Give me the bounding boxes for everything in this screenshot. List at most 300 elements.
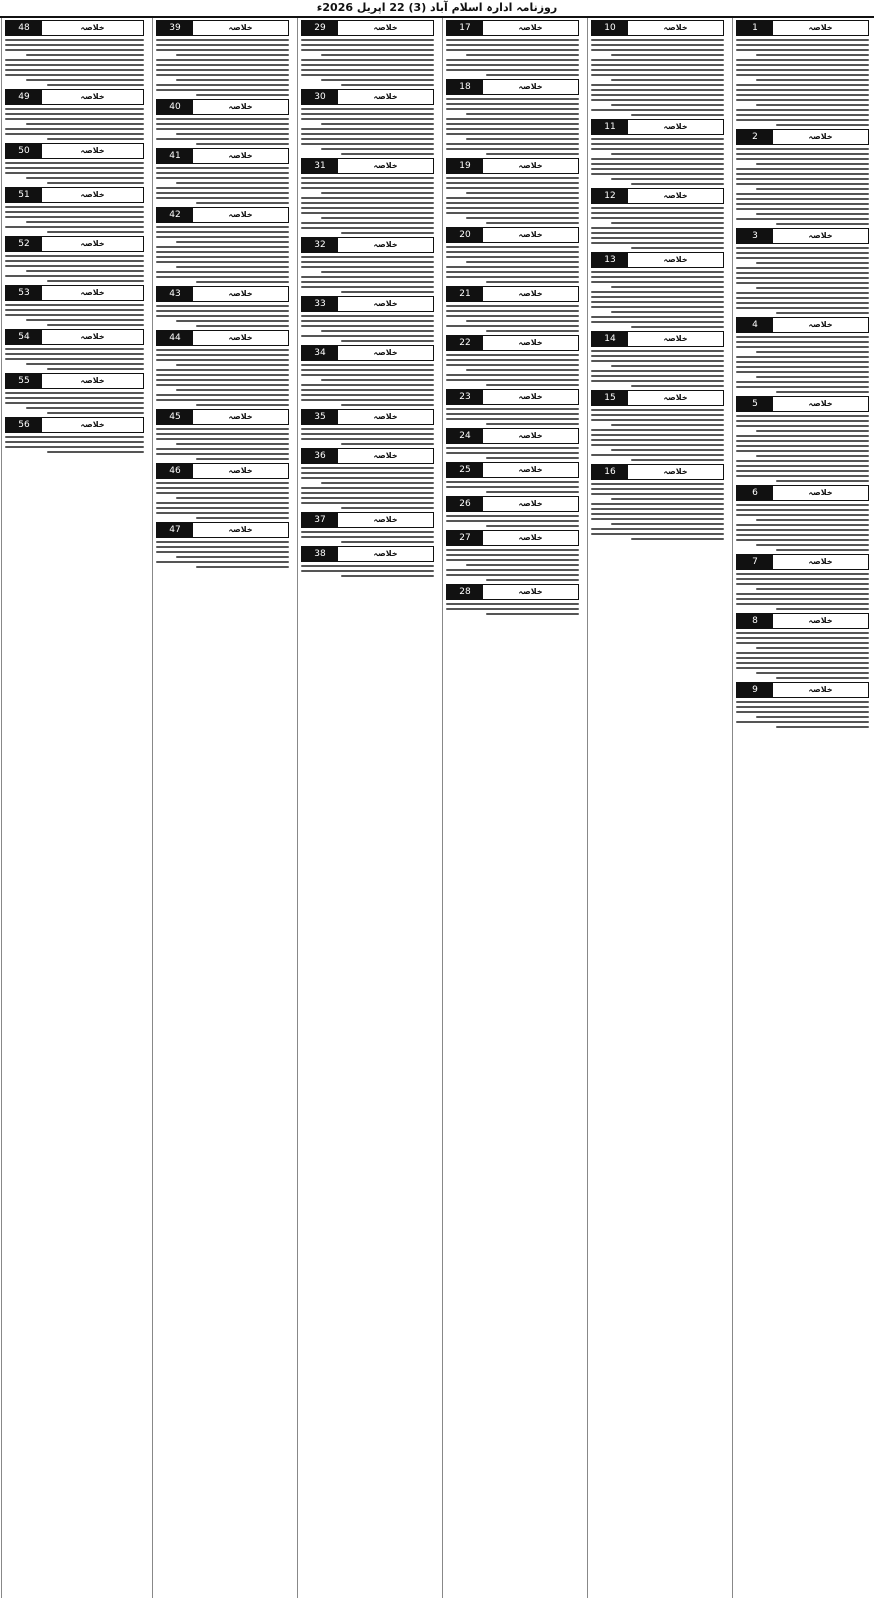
item-text	[446, 98, 579, 155]
text-line	[301, 261, 434, 263]
news-item	[5, 417, 144, 453]
text-line	[156, 74, 289, 76]
text-line	[5, 348, 144, 350]
text-line	[591, 64, 724, 66]
text-line	[591, 109, 724, 111]
text-line	[156, 561, 289, 563]
text-line	[156, 487, 289, 489]
text-line	[156, 236, 289, 238]
text-line	[756, 79, 869, 81]
item-text	[301, 364, 434, 406]
news-item	[736, 485, 869, 551]
text-line	[301, 69, 434, 71]
text-line	[176, 241, 289, 243]
text-line	[301, 369, 434, 371]
item-number: 28	[447, 585, 483, 599]
text-line	[591, 163, 724, 165]
item-text	[591, 207, 724, 249]
text-line	[736, 539, 869, 541]
text-line	[736, 667, 869, 669]
text-line	[156, 276, 289, 278]
item-number: 4	[737, 318, 773, 332]
text-line	[736, 247, 869, 249]
text-line	[341, 541, 434, 543]
text-line	[591, 488, 724, 490]
item-number: 37	[302, 513, 338, 527]
text-line	[756, 104, 869, 106]
item-text	[156, 226, 289, 283]
text-line	[301, 202, 434, 204]
news-item	[5, 143, 144, 184]
item-label: خلاصہ	[228, 151, 253, 160]
text-line	[301, 467, 434, 469]
news-item	[736, 613, 869, 679]
text-line	[736, 652, 869, 654]
item-number-bar	[446, 20, 579, 36]
text-line	[156, 310, 289, 312]
news-item	[736, 682, 869, 728]
item-text	[446, 408, 579, 425]
news-item	[591, 119, 724, 185]
text-line	[301, 256, 434, 258]
text-line	[591, 271, 724, 273]
text-line	[301, 187, 434, 189]
text-line	[301, 384, 434, 386]
text-line	[156, 507, 289, 509]
text-line	[5, 172, 144, 174]
text-line	[736, 711, 869, 713]
text-line	[301, 59, 434, 61]
text-line	[466, 54, 579, 56]
text-line	[5, 397, 144, 399]
text-line	[756, 588, 869, 590]
item-text	[156, 349, 289, 406]
text-line	[156, 59, 289, 61]
item-text	[5, 162, 144, 184]
text-line	[47, 324, 144, 326]
item-number: 10	[592, 21, 628, 35]
text-line	[591, 508, 724, 510]
item-number: 44	[157, 331, 193, 345]
text-line	[301, 394, 434, 396]
text-line	[591, 533, 724, 535]
item-number-bar	[156, 148, 289, 164]
text-line	[591, 296, 724, 298]
text-line	[466, 217, 579, 219]
text-line	[486, 330, 579, 332]
text-line	[736, 148, 869, 150]
item-number: 39	[157, 21, 193, 35]
news-item	[736, 228, 869, 314]
item-label: خلاصہ	[518, 289, 543, 298]
text-line	[591, 503, 724, 505]
news-item	[446, 530, 579, 581]
item-text	[5, 348, 144, 370]
item-number-bar	[5, 236, 144, 252]
item-number-bar	[156, 286, 289, 302]
news-item	[591, 331, 724, 387]
text-line	[446, 325, 579, 327]
text-line	[486, 457, 579, 459]
item-text	[446, 603, 579, 615]
item-text	[5, 304, 144, 326]
text-line	[301, 197, 434, 199]
text-line	[176, 54, 289, 56]
text-line	[341, 443, 434, 445]
text-line	[446, 207, 579, 209]
column-3	[442, 18, 582, 1598]
text-line	[736, 203, 869, 205]
item-label: خلاصہ	[373, 92, 398, 101]
news-item	[301, 296, 434, 342]
item-text	[446, 447, 579, 459]
text-line	[446, 447, 579, 449]
text-line	[156, 354, 289, 356]
news-item	[156, 286, 289, 327]
item-label: خلاصہ	[808, 320, 833, 329]
item-label: خلاصہ	[518, 392, 543, 401]
item-number: 46	[157, 464, 193, 478]
news-item	[446, 158, 579, 224]
text-line	[611, 54, 724, 56]
text-line	[591, 39, 724, 41]
text-line	[301, 565, 434, 567]
text-line	[611, 222, 724, 224]
item-label: خلاصہ	[808, 685, 833, 694]
text-line	[156, 551, 289, 553]
text-line	[301, 315, 434, 317]
text-line	[176, 182, 289, 184]
text-line	[736, 440, 869, 442]
text-line	[156, 172, 289, 174]
text-line	[756, 647, 869, 649]
text-line	[591, 217, 724, 219]
text-line	[466, 138, 579, 140]
text-line	[301, 177, 434, 179]
text-line	[321, 79, 434, 81]
news-item	[591, 390, 724, 461]
item-number: 35	[302, 410, 338, 424]
item-number-bar	[736, 396, 869, 412]
text-line	[736, 509, 869, 511]
text-line	[176, 443, 289, 445]
masthead: روزنامہ ادارہ اسلام آباد (3) 22 اپریل 2026ء	[0, 0, 874, 18]
item-text	[446, 354, 579, 386]
item-number-bar	[446, 79, 579, 95]
text-line	[5, 206, 144, 208]
text-line	[446, 182, 579, 184]
item-number: 47	[157, 523, 193, 537]
text-line	[736, 84, 869, 86]
item-number-bar	[591, 390, 724, 406]
text-line	[5, 226, 144, 228]
text-line	[591, 434, 724, 436]
text-line	[446, 559, 579, 561]
text-line	[26, 270, 144, 272]
item-text	[156, 482, 289, 519]
news-item	[446, 584, 579, 615]
text-line	[446, 212, 579, 214]
text-line	[301, 570, 434, 572]
item-text	[301, 531, 434, 543]
text-line	[446, 515, 579, 517]
text-line	[591, 44, 724, 46]
text-line	[156, 128, 289, 130]
item-number: 21	[447, 287, 483, 301]
text-line	[156, 512, 289, 514]
text-line	[446, 549, 579, 551]
item-number: 22	[447, 336, 483, 350]
text-line	[446, 359, 579, 361]
text-line	[736, 114, 869, 116]
news-item	[446, 79, 579, 155]
text-line	[156, 394, 289, 396]
text-line	[301, 49, 434, 51]
text-line	[736, 425, 869, 427]
text-line	[26, 177, 144, 179]
news-item	[156, 20, 289, 96]
item-number-bar	[156, 463, 289, 479]
text-line	[736, 356, 869, 358]
text-line	[321, 123, 434, 125]
text-line	[591, 281, 724, 283]
item-label: خلاصہ	[80, 23, 105, 32]
item-number-bar	[736, 613, 869, 629]
item-number: 51	[6, 188, 42, 202]
text-line	[446, 187, 579, 189]
text-line	[736, 701, 869, 703]
text-line	[736, 381, 869, 383]
text-line	[5, 309, 144, 311]
text-line	[47, 368, 144, 370]
text-line	[736, 346, 869, 348]
text-line	[5, 358, 144, 360]
text-line	[631, 459, 724, 461]
news-item	[591, 464, 724, 540]
column-6	[1, 18, 147, 1598]
text-line	[176, 133, 289, 135]
text-line	[736, 366, 869, 368]
text-line	[5, 436, 144, 438]
text-line	[736, 721, 869, 723]
text-line	[176, 556, 289, 558]
item-number: 25	[447, 463, 483, 477]
text-line	[301, 227, 434, 229]
item-label: خلاصہ	[518, 499, 543, 508]
text-line	[446, 520, 579, 522]
text-line	[736, 193, 869, 195]
news-item	[156, 463, 289, 519]
text-line	[591, 360, 724, 362]
item-number: 15	[592, 391, 628, 405]
text-line	[341, 232, 434, 234]
text-line	[736, 173, 869, 175]
item-label: خلاصہ	[518, 533, 543, 542]
text-line	[756, 287, 869, 289]
item-label: خلاصہ	[663, 255, 688, 264]
text-line	[631, 183, 724, 185]
text-line	[591, 370, 724, 372]
text-line	[446, 202, 579, 204]
item-label: خلاصہ	[80, 332, 105, 341]
item-text	[5, 39, 144, 86]
item-label: خلاصہ	[373, 23, 398, 32]
item-label: خلاصہ	[228, 525, 253, 534]
text-line	[591, 301, 724, 303]
text-line	[301, 325, 434, 327]
text-line	[301, 492, 434, 494]
text-line	[736, 302, 869, 304]
text-line	[156, 187, 289, 189]
item-number-bar	[591, 252, 724, 268]
text-line	[26, 221, 144, 223]
text-line	[196, 517, 289, 519]
text-line	[301, 74, 434, 76]
item-label: خلاصہ	[80, 146, 105, 155]
item-label: خلاصہ	[808, 23, 833, 32]
text-line	[5, 275, 144, 277]
text-line	[156, 482, 289, 484]
item-number: 50	[6, 144, 42, 158]
news-item	[736, 554, 869, 610]
item-text	[446, 39, 579, 76]
text-line	[486, 491, 579, 493]
text-line	[486, 384, 579, 386]
text-line	[156, 84, 289, 86]
text-line	[26, 123, 144, 125]
text-line	[591, 89, 724, 91]
text-line	[466, 369, 579, 371]
item-number-bar	[5, 329, 144, 345]
text-line	[446, 374, 579, 376]
item-number-bar	[5, 417, 144, 433]
text-line	[736, 208, 869, 210]
item-text	[591, 483, 724, 540]
text-line	[736, 603, 869, 605]
item-number: 29	[302, 21, 338, 35]
item-label: خلاصہ	[80, 239, 105, 248]
text-line	[156, 315, 289, 317]
item-number: 17	[447, 21, 483, 35]
news-item	[156, 207, 289, 283]
item-number-bar	[156, 522, 289, 538]
text-line	[486, 525, 579, 527]
item-text	[446, 305, 579, 332]
item-number-bar	[446, 584, 579, 600]
news-item	[5, 373, 144, 414]
text-line	[591, 59, 724, 61]
text-line	[736, 706, 869, 708]
text-line	[736, 657, 869, 659]
text-line	[446, 452, 579, 454]
news-item	[301, 546, 434, 577]
text-line	[736, 386, 869, 388]
text-line	[156, 192, 289, 194]
text-line	[756, 455, 869, 457]
text-line	[5, 216, 144, 218]
news-item	[156, 148, 289, 204]
text-line	[5, 108, 144, 110]
text-line	[156, 246, 289, 248]
item-number-bar	[446, 530, 579, 546]
item-text	[736, 573, 869, 610]
text-line	[736, 435, 869, 437]
item-number-bar	[156, 330, 289, 346]
item-text	[736, 632, 869, 679]
text-line	[631, 385, 724, 387]
text-line	[446, 481, 579, 483]
text-line	[591, 276, 724, 278]
item-label: خلاصہ	[228, 333, 253, 342]
text-line	[736, 297, 869, 299]
item-number-bar	[591, 464, 724, 480]
text-line	[591, 242, 724, 244]
item-number: 23	[447, 390, 483, 404]
item-number: 42	[157, 208, 193, 222]
item-number: 43	[157, 287, 193, 301]
text-line	[301, 64, 434, 66]
text-line	[736, 307, 869, 309]
text-line	[446, 266, 579, 268]
news-item	[301, 512, 434, 543]
text-line	[156, 438, 289, 440]
item-number-bar	[301, 512, 434, 528]
text-line	[736, 475, 869, 477]
text-line	[446, 143, 579, 145]
text-line	[156, 453, 289, 455]
text-line	[301, 536, 434, 538]
item-number: 24	[447, 429, 483, 443]
text-line	[736, 514, 869, 516]
text-line	[301, 212, 434, 214]
text-line	[156, 177, 289, 179]
item-label: خلاصہ	[808, 399, 833, 408]
item-label: خلاصہ	[80, 190, 105, 199]
item-label: خلاصہ	[663, 23, 688, 32]
item-label: خلاصہ	[373, 348, 398, 357]
item-number: 2	[737, 130, 773, 144]
text-line	[736, 504, 869, 506]
text-line	[776, 480, 869, 482]
item-label: خلاصہ	[518, 587, 543, 596]
text-line	[156, 69, 289, 71]
item-text	[736, 504, 869, 551]
text-line	[591, 143, 724, 145]
text-line	[486, 613, 579, 615]
item-number-bar	[156, 409, 289, 425]
text-line	[301, 477, 434, 479]
text-line	[591, 429, 724, 431]
item-number: 53	[6, 286, 42, 300]
text-line	[776, 608, 869, 610]
text-line	[446, 64, 579, 66]
item-text	[301, 177, 434, 234]
column-1	[732, 18, 872, 1598]
text-line	[26, 363, 144, 365]
text-line	[176, 320, 289, 322]
item-number-bar	[5, 285, 144, 301]
text-line	[736, 361, 869, 363]
text-line	[591, 84, 724, 86]
item-label: خلاصہ	[80, 92, 105, 101]
item-label: خلاصہ	[808, 616, 833, 625]
item-number-bar	[736, 485, 869, 501]
text-line	[446, 148, 579, 150]
item-number: 9	[737, 683, 773, 697]
item-text	[446, 549, 579, 581]
text-line	[591, 306, 724, 308]
text-line	[196, 94, 289, 96]
